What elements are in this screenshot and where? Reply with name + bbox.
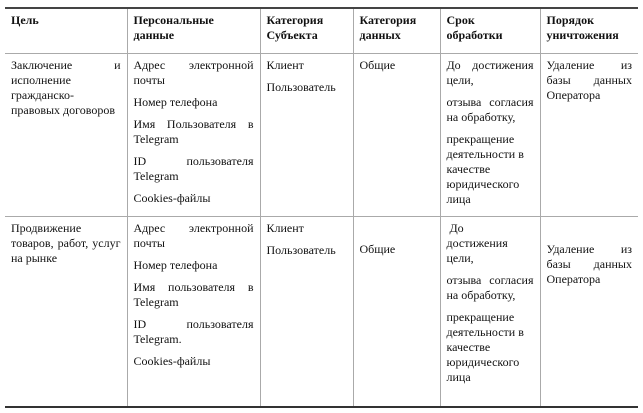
personal-data-table [5, 7, 638, 408]
purpose-cell [5, 217, 127, 408]
header-destruction: Порядок уничтожения [540, 8, 638, 54]
purpose-text: Продвижение товаров, работ, услуг на рынке [11, 221, 121, 265]
destruction-cell [540, 54, 638, 217]
header-purpose: Цель [5, 8, 127, 54]
personal-data-item: Cookies-файлы [133, 191, 211, 205]
data-category-cell [353, 54, 440, 217]
table-header-row [5, 8, 638, 54]
destruction-text: Удаление из базы данных Оператора [546, 58, 632, 102]
processing-period-item: До достижения цели, [446, 58, 534, 87]
personal-data-item: Адрес электронной почты [133, 221, 254, 250]
header-subject-category: Категория Субъекта [260, 8, 353, 54]
purpose-cell [5, 54, 127, 217]
subject-category-cell [260, 54, 353, 217]
subject-category-item: Клиент [266, 221, 304, 235]
header-personal-data: Персональные данные [127, 8, 260, 54]
personal-data-item: Адрес электронной почты [133, 58, 254, 87]
data-category-cell [353, 217, 440, 408]
subject-category-item: Клиент [266, 58, 304, 72]
destruction-text: Удаление из базы данных Оператора [546, 242, 632, 286]
personal-data-item: Номер телефона [133, 258, 218, 272]
processing-period-item: прекращение деятельности в качестве юридического лица [446, 132, 524, 206]
personal-data-item: Cookies-файлы [133, 354, 211, 368]
processing-period-cell [440, 54, 540, 217]
subject-category-cell [260, 217, 353, 408]
processing-period-item: До достижения цели, [446, 221, 511, 265]
personal-data-item: Номер телефона [133, 95, 218, 109]
personal-data-cell [127, 217, 260, 408]
data-category-text: Общие [359, 58, 396, 72]
processing-period-item: отзыва согласия на обработку, [446, 273, 534, 302]
subject-category-item: Пользователь [266, 80, 336, 94]
purpose-text: Заключение и исполнение гражданско-правовых договоров [11, 58, 121, 117]
table-row [5, 54, 638, 217]
header-data-category: Категория данных [353, 8, 440, 54]
personal-data-item: ID пользователя Telegram. [133, 317, 254, 346]
destruction-cell [540, 217, 638, 408]
personal-data-item: ID пользователя Telegram [133, 154, 254, 183]
processing-period-cell [440, 217, 540, 408]
table-row [5, 217, 638, 408]
personal-data-cell [127, 54, 260, 217]
personal-data-item: Имя пользователя в Telegram [133, 280, 254, 309]
header-processing-period: Срок обработки [440, 8, 540, 54]
subject-category-item: Пользователь [266, 243, 336, 257]
processing-period-item: отзыва согласия на обработку, [446, 95, 534, 124]
personal-data-item: Имя Пользователя в Telegram [133, 117, 254, 146]
data-category-text: Общие [359, 242, 396, 256]
processing-period-item: прекращение деятельности в качестве юридического лица [446, 310, 524, 384]
